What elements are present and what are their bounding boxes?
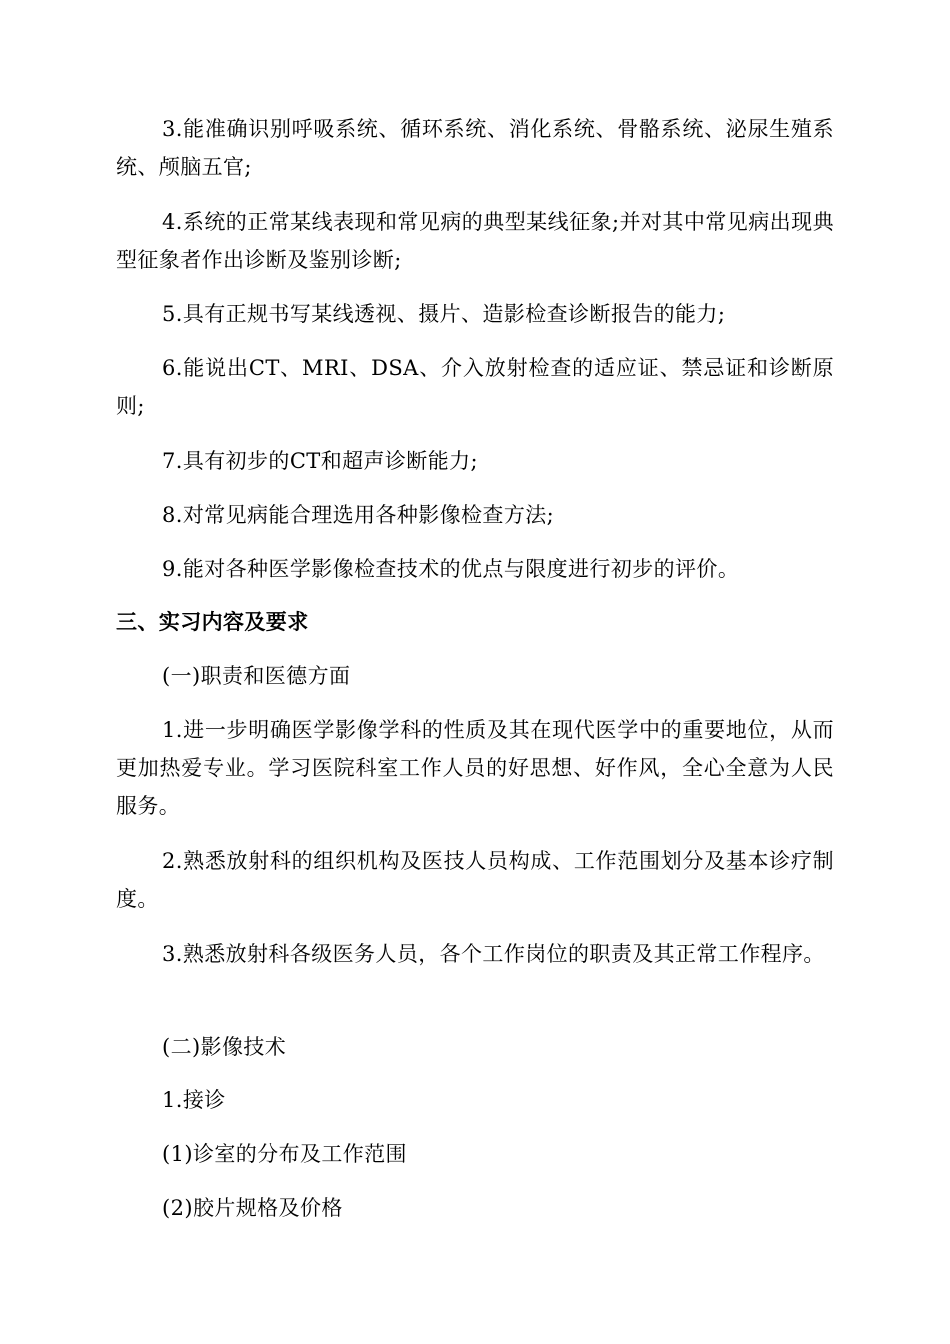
paragraph-item-7: 7.具有初步的CT和超声诊断能力; — [162, 449, 478, 473]
paragraph-item-3: 3.能准确识别呼吸系统、循环系统、消化系统、骨骼系统、泌尿生殖系统、颅脑五官; — [116, 117, 834, 179]
paragraph-item-4: 4.系统的正常某线表现和常见病的典型某线征象;并对其中常见病出现典型征象者作出诊断及鉴别诊断; — [116, 210, 834, 272]
imaging-item-1: 1.接诊 — [162, 1088, 226, 1112]
paragraph-item-5: 5.具有正规书写某线透视、摄片、造影检查诊断报告的能力; — [162, 302, 726, 326]
paragraph-item-9: 9.能对各种医学影像检查技术的优点与限度进行初步的评价。 — [162, 557, 740, 581]
paragraph-item-8: 8.对常见病能合理选用各种影像检查方法; — [162, 503, 555, 527]
paragraph-item-6: 6.能说出CT、MRI、DSA、介入放射检查的适应证、禁忌证和诊断原则; — [116, 356, 834, 418]
duty-item-3: 3.熟悉放射科各级医务人员，各个工作岗位的职责及其正常工作程序。 — [162, 942, 825, 966]
section-heading: 三、实习内容及要求 — [116, 610, 309, 634]
imaging-sub-item-2: (2)胶片规格及价格 — [162, 1196, 343, 1220]
duty-item-2: 2.熟悉放射科的组织机构及医技人员构成、工作范围划分及基本诊疗制度。 — [116, 849, 834, 911]
imaging-sub-item-1: (1)诊室的分布及工作范围 — [162, 1142, 407, 1166]
subsection-title-imaging: (二)影像技术 — [162, 1035, 287, 1059]
subsection-title-duties: (一)职责和医德方面 — [162, 664, 351, 688]
duty-item-1: 1.进一步明确医学影像学科的性质及其在现代医学中的重要地位，从而更加热爱专业。学习医院科室工作人员的好思想、好作风，全心全意为人民服务。 — [116, 718, 834, 818]
